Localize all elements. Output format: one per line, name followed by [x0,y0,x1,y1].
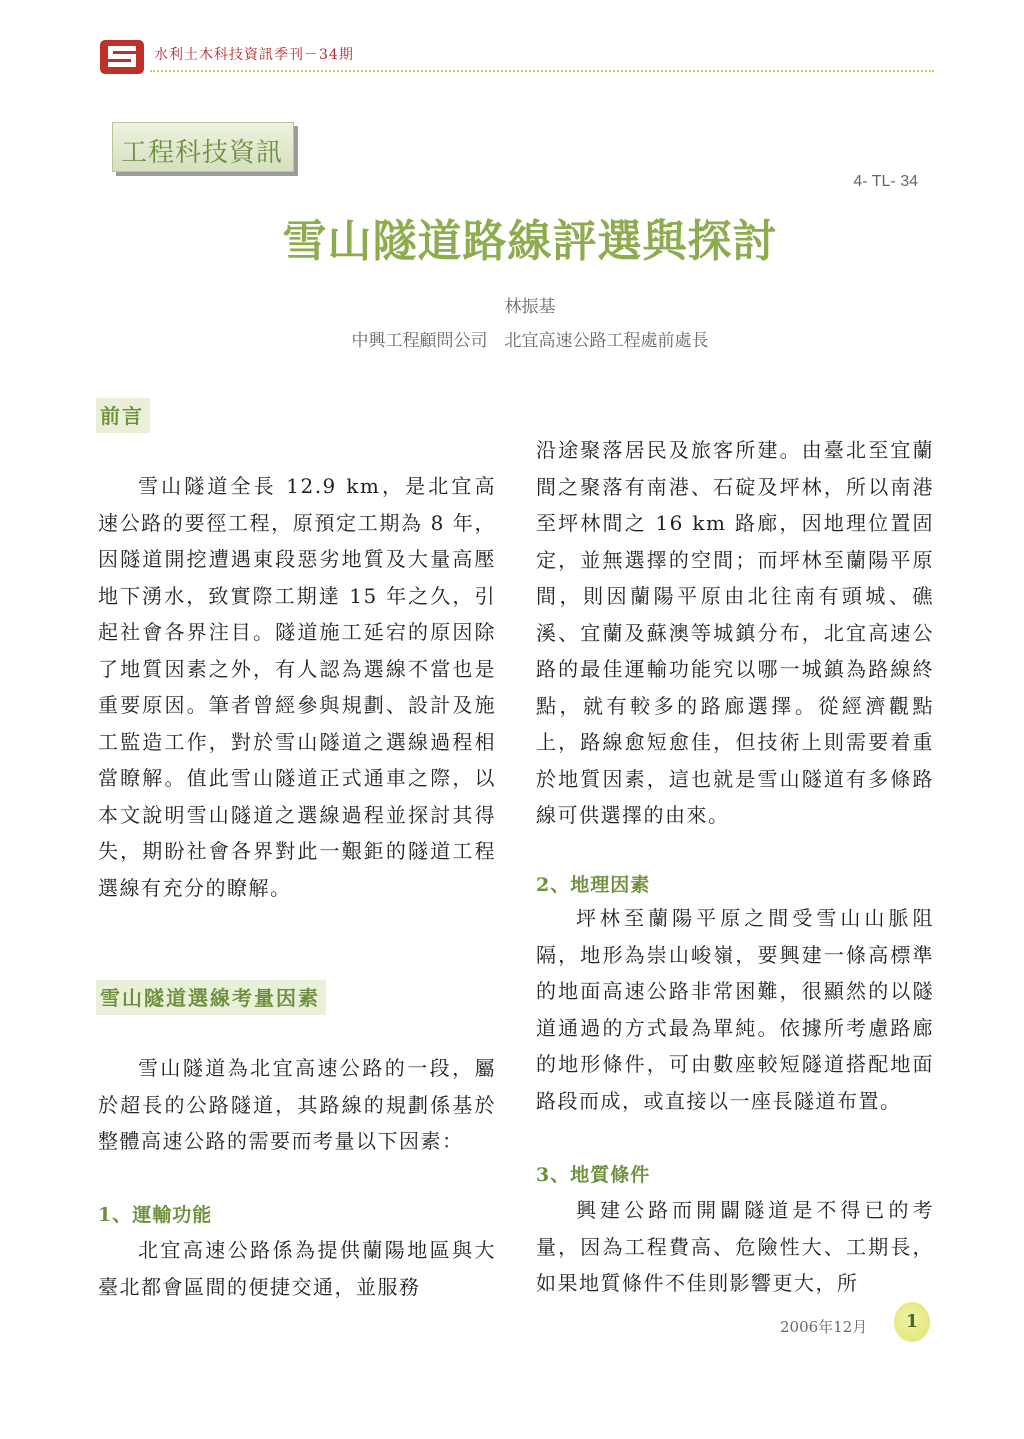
transport-paragraph: 北宜高速公路係為提供蘭陽地區與大臺北都會區間的便捷交通，並服務 [98,1238,496,1299]
section-tag [112,122,294,172]
page-number: 1 [905,1311,919,1332]
geology-paragraph: 興建公路而開闢隧道是不得已的考量，因為工程費高、危險性大、工期長，如果地質條件不佳則影響更大，所 [536,1198,934,1295]
subheading-geology: 3、地質條件 [536,1164,651,1186]
article-title: 雪山隧道路線評選與探討 [282,216,778,267]
heading-factors: 雪山隧道選線考量因素 [96,980,326,1015]
page-number-badge [894,1302,930,1342]
subheading-transport: 1、運輸功能 [98,1204,213,1226]
header-divider [150,70,934,72]
section-tag-label: 工程科技資訊 [121,138,284,168]
document-code: 4- TL- 34 [853,173,918,190]
transport-continued-paragraph: 沿途聚落居民及旅客所建。由臺北至宜蘭間之聚落有南港、石碇及坪林，所以南港至坪林間之 16 km 路廊，因地理位置固定，並無選擇的空間；而坪林至蘭陽平原間，則因蘭陽平原由北往南有頭城、礁溪、宜蘭及蘇澳等城鎮分布，北宜高速公路的最佳運輸功能究以哪一城鎮為路線終點，就有較多的路廊選擇。從經濟觀點上，路線愈短愈佳，但技術上則需要着重於地質因素，這也就是雪山隧道有多條路線可供選擇的由來。 [536,438,934,827]
issue-date: 2006年12月 [780,1318,868,1336]
heading-introduction: 前言 [96,398,150,433]
factors-paragraph: 雪山隧道為北宜高速公路的一段，屬於超長的公路隧道，其路線的規劃係基於整體高速公路的需要而考量以下因素： [98,1056,496,1153]
author-name: 林振基 [504,297,556,317]
subheading-geography: 2、地理因素 [536,874,651,896]
journal-logo-icon [100,40,144,74]
author-affiliation: 中興工程顧問公司 北宜高速公路工程處前處長 [351,331,709,351]
intro-paragraph: 雪山隧道全長 12.9 km，是北宜高速公路的要徑工程，原預定工期為 8 年，因隧道開挖遭遇東段惡劣地質及大量高壓地下湧水，致實際工期達 15 年之久，引起社會各界注目。隧道施工延宕的原因除了地質因素之外，有人認為選線不當也是重要原因。筆者曾經參與規劃、設計及施工監造工作，對於雪山隧道之選線過程相當瞭解。值此雪山隧道正式通車之際，以本文說明雪山隧道之選線過程並探討其得失，期盼社會各界對此一艱鉅的隧道工程選線有充分的瞭解。 [98,474,496,900]
geography-paragraph: 坪林至蘭陽平原之間受雪山山脈阻隔，地形為崇山峻嶺，要興建一條高標準的地面高速公路非常困難，很顯然的以隧道通過的方式最為單純。依據所考慮路廊的地形條件，可由數座較短隧道搭配地面路段而成，或直接以一座長隧道布置。 [536,906,934,1113]
journal-title: 水利土木科技資訊季刊－34期 [154,47,354,63]
